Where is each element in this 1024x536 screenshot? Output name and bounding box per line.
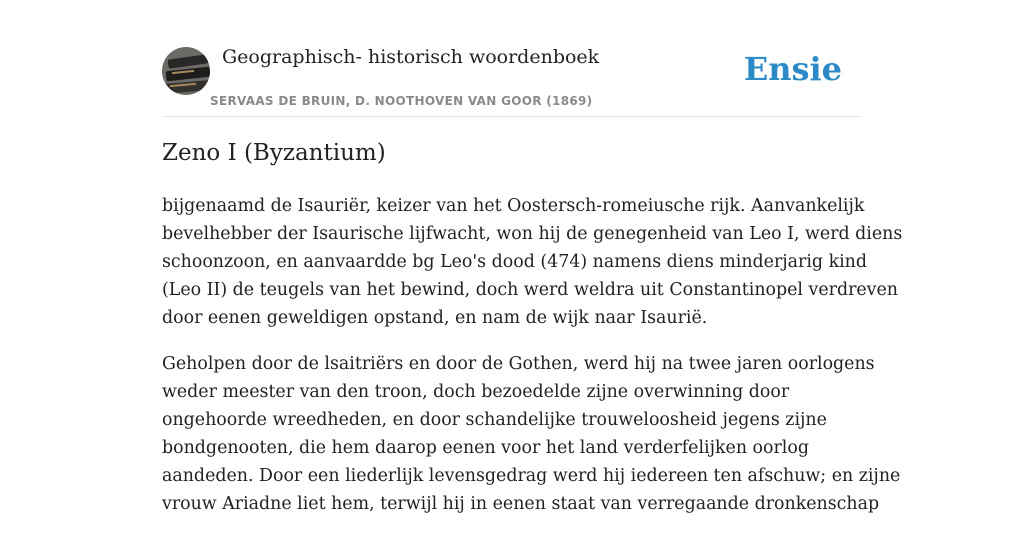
text-line: aandeden. Door een liederlijk levensgedrag werd hij iedereen ten afschuw; en zijne — [162, 466, 901, 486]
book-cover-avatar[interactable] — [162, 47, 210, 95]
book-header — [162, 0, 862, 117]
book-authors: SERVAAS DE BRUIN, D. NOOTHOVEN VAN GOOR (1869) — [210, 94, 593, 108]
text-line: bondgenooten, die hem daarop eenen voor het land verderfelijken oorlog — [162, 438, 809, 458]
book-title[interactable]: Geographisch- historisch woordenboek — [222, 46, 600, 68]
text-line: bevelhebber der Isaurische lijfwacht, won hij de genegenheid van Leo I, werd diens — [162, 224, 903, 244]
text-line: weder meester van den troon, doch bezoedelde zijne overwinning door — [162, 382, 790, 402]
paragraph-1 — [162, 192, 903, 332]
text-line: bijgenaamd de Isauriër, keizer van het Oostersch-romeiusche rijk. Aanvankelijk — [162, 196, 865, 216]
text-line: schoonzoon, en aanvaardde bg Leo's dood (474) namens diens minderjarig kind — [162, 252, 868, 272]
entry-title: Zeno I (Byzantium) — [162, 140, 386, 166]
text-line: ongehoorde wreedheden, en door schandelijke trouweloosheid jegens zijne — [162, 410, 827, 430]
text-line: vrouw Ariadne liet hem, terwijl hij in eenen staat van verregaande dronkenschap — [162, 494, 880, 514]
text-line: Geholpen door de lsaitriërs en door de Gothen, werd hij na twee jaren oorlogens — [162, 354, 875, 374]
text-line: (Leo II) de teugels van het bewind, doch werd weldra uit Constantinopel verdreven — [162, 280, 898, 300]
ensie-logo[interactable]: Ensie — [743, 50, 842, 88]
page — [162, 0, 903, 514]
entry-body — [162, 192, 903, 536]
paragraph-2 — [162, 350, 901, 518]
text-line: door eenen geweldigen opstand, en nam de wijk naar Isaurië. — [162, 308, 708, 328]
